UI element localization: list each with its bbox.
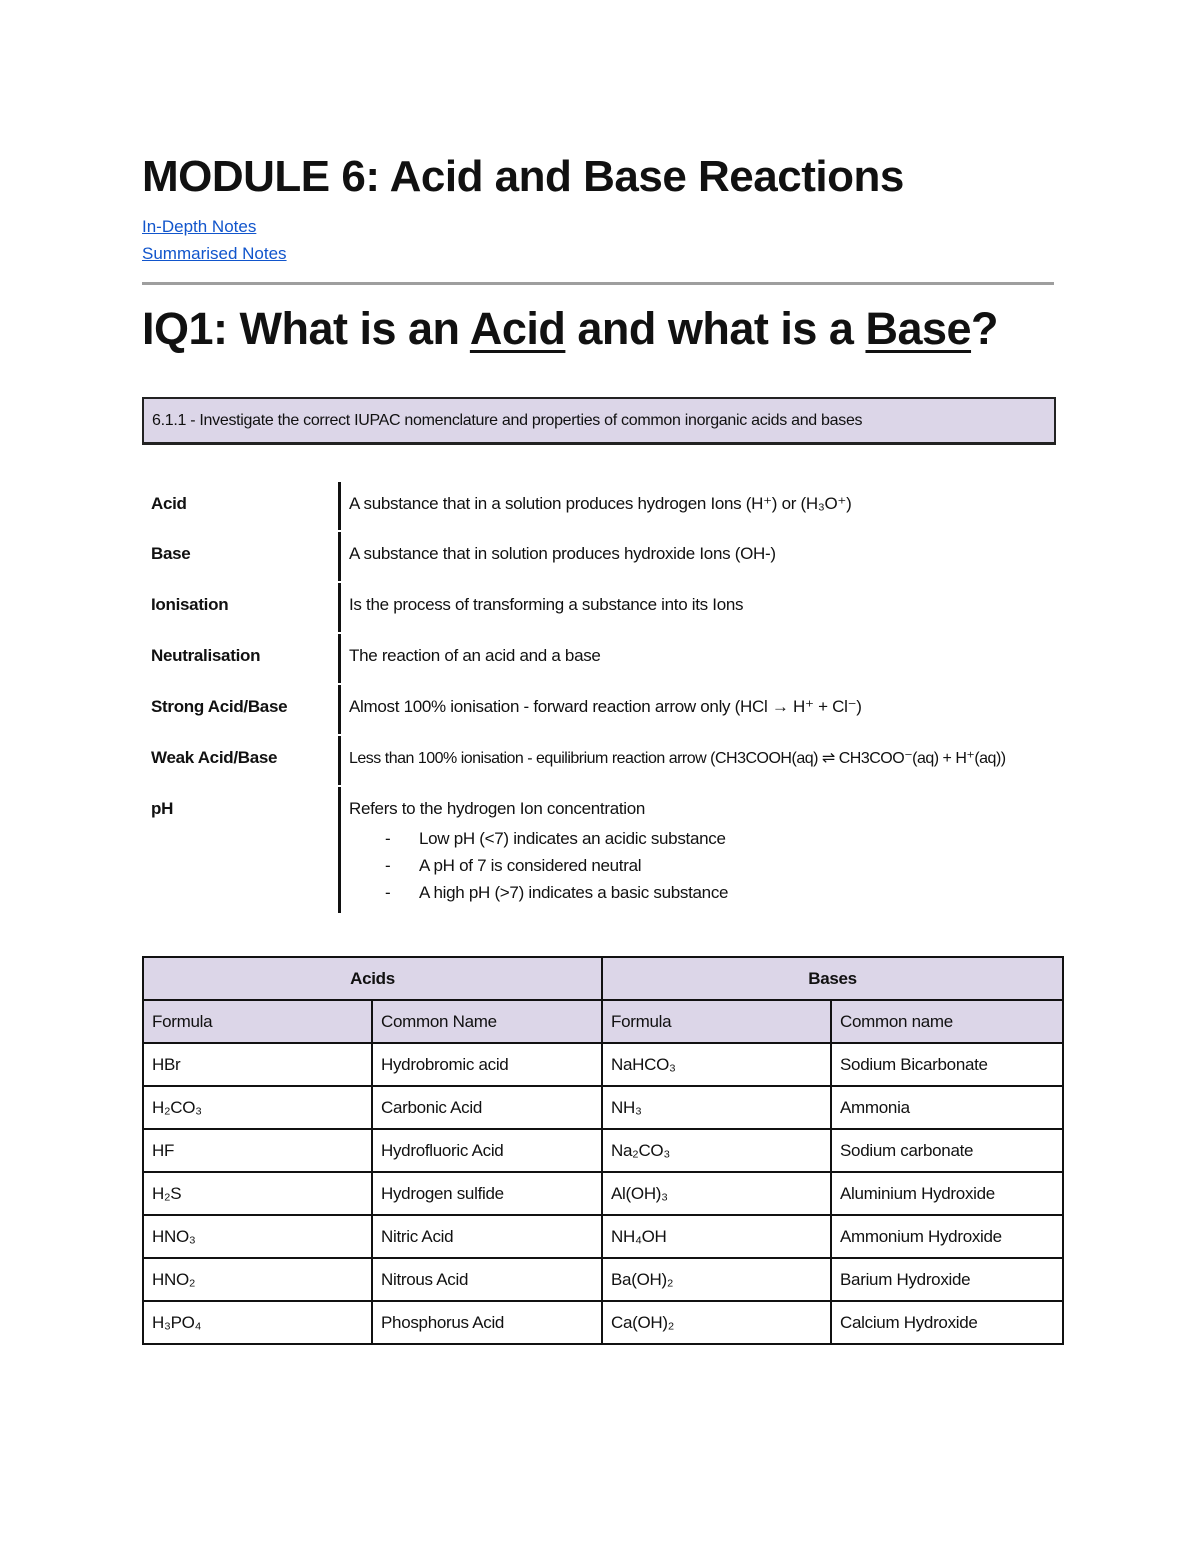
summarised-notes-link[interactable]: Summarised Notes: [142, 244, 287, 263]
ph-bullet-item: - A high pH (>7) indicates a basic substance: [349, 879, 1056, 906]
bases-group-header: Bases: [602, 957, 1063, 1000]
table-row: [143, 1172, 1063, 1215]
table-cell: Barium Hydroxide: [831, 1258, 1063, 1301]
table-column-header-row: [143, 1000, 1063, 1043]
ph-bullet-list: [349, 825, 1056, 906]
page-title: MODULE 6: Acid and Base Reactions: [142, 152, 904, 201]
table-cell: Hydrobromic acid: [372, 1043, 602, 1086]
table-cell: Na₂CO₃: [602, 1129, 831, 1172]
inquiry-question-heading: [142, 303, 998, 355]
definition-term: Acid: [151, 494, 187, 513]
column-header: Common name: [831, 1000, 1063, 1043]
definition-term: Weak Acid/Base: [151, 748, 278, 767]
iq-acid-word: Acid: [469, 303, 566, 354]
table-group-header-row: [143, 957, 1063, 1000]
definition-row: [142, 482, 1056, 530]
table-cell: Hydrogen sulfide: [372, 1172, 602, 1215]
ph-description-text: Refers to the hydrogen Ion concentration: [349, 799, 646, 818]
table-cell: Ammonium Hydroxide: [831, 1215, 1063, 1258]
table-cell: Ba(OH)₂: [602, 1258, 831, 1301]
acids-group-header: Acids: [143, 957, 602, 1000]
ph-bullet-item: - Low pH (<7) indicates an acidic substance: [349, 825, 1056, 852]
iq-prefix: IQ1: What is an: [142, 303, 470, 354]
iq-suffix: ?: [971, 303, 999, 354]
table-cell: Nitric Acid: [372, 1215, 602, 1258]
definition-row: [142, 532, 1056, 581]
table-cell: Carbonic Acid: [372, 1086, 602, 1129]
table-cell: Ammonia: [831, 1086, 1063, 1129]
in-depth-notes-link[interactable]: In-Depth Notes: [142, 217, 257, 236]
table-row: [143, 1086, 1063, 1129]
table-cell: Aluminium Hydroxide: [831, 1172, 1063, 1215]
definition-row: [142, 634, 1056, 683]
iq-base-word: Base: [865, 303, 972, 354]
table-cell: Nitrous Acid: [372, 1258, 602, 1301]
column-header: Common Name: [372, 1000, 602, 1043]
definition-row: [142, 583, 1056, 632]
definition-description: Is the process of transforming a substance into its Ions: [338, 583, 1056, 632]
syllabus-dot-point-text: 6.1.1 - Investigate the correct IUPAC nomenclature and properties of common inorganic acids and bases: [152, 411, 863, 429]
table-cell: Phosphorus Acid: [372, 1301, 602, 1344]
table-row: [143, 1215, 1063, 1258]
horizontal-divider: [142, 282, 1054, 285]
definition-description: A substance that in solution produces hydroxide Ions (OH-): [338, 532, 1056, 581]
definition-term: pH: [151, 799, 174, 818]
definition-description: The reaction of an acid and a base: [338, 634, 1056, 683]
syllabus-dot-point-box: [142, 397, 1056, 445]
ph-bullet-item: - A pH of 7 is considered neutral: [349, 852, 1056, 879]
table-cell: NaHCO₃: [602, 1043, 831, 1086]
definitions-list: [142, 482, 1056, 913]
table-cell: HF: [143, 1129, 372, 1172]
table-cell: HNO₃: [143, 1215, 372, 1258]
definition-description: Less than 100% ionisation - equilibrium reaction arrow (CH3COOH(aq) ⇌ CH3COO⁻(aq) + H⁺(aq)): [338, 736, 1056, 785]
definition-description: Almost 100% ionisation - forward reaction arrow only (HCl → H⁺ + Cl⁻): [338, 685, 1056, 734]
table-cell: Sodium carbonate: [831, 1129, 1063, 1172]
definition-description-ph: [338, 787, 1056, 913]
definition-row: [142, 736, 1056, 785]
table-cell: Calcium Hydroxide: [831, 1301, 1063, 1344]
table-cell: Hydrofluoric Acid: [372, 1129, 602, 1172]
table-cell: Al(OH)₃: [602, 1172, 831, 1215]
table-cell: Ca(OH)₂: [602, 1301, 831, 1344]
table-cell: HNO₂: [143, 1258, 372, 1301]
definition-term: Ionisation: [151, 595, 229, 614]
definition-term: Strong Acid/Base: [151, 697, 288, 716]
table-cell: NH₄OH: [602, 1215, 831, 1258]
table-cell: H₃PO₄: [143, 1301, 372, 1344]
iq-middle: and what is a: [565, 303, 866, 354]
definition-term: Neutralisation: [151, 646, 261, 665]
column-header: Formula: [602, 1000, 831, 1043]
notes-links: [142, 213, 287, 267]
table-row: [143, 1258, 1063, 1301]
table-row: [143, 1301, 1063, 1344]
column-header: Formula: [143, 1000, 372, 1043]
table-row: [143, 1129, 1063, 1172]
definition-description: A substance that in a solution produces hydrogen Ions (H⁺) or (H₃O⁺): [338, 482, 1056, 530]
table-cell: HBr: [143, 1043, 372, 1086]
table-cell: H₂S: [143, 1172, 372, 1215]
acids-bases-table: [142, 956, 1064, 1345]
table-row: [143, 1043, 1063, 1086]
table-cell: H₂CO₃: [143, 1086, 372, 1129]
table-cell: NH₃: [602, 1086, 831, 1129]
definition-row: [142, 787, 1056, 913]
definition-term: Base: [151, 544, 191, 563]
table-cell: Sodium Bicarbonate: [831, 1043, 1063, 1086]
definition-row: [142, 685, 1056, 734]
